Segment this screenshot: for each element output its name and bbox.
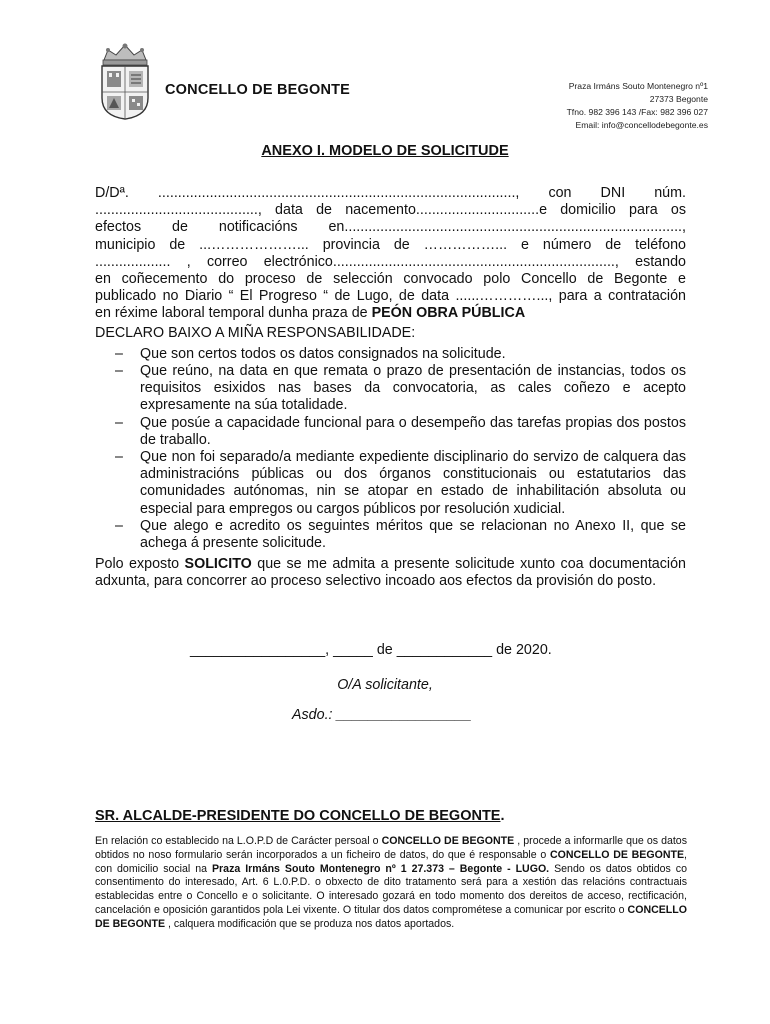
email-line: Email: info@concellodebegonte.es: [575, 120, 708, 130]
intro-line-6: en coñecemento do proceso de selección convocado polo Concello de Begonte e: [95, 270, 686, 287]
job-title: PEÓN OBRA PÚBLICA: [371, 305, 526, 322]
requirements-list: [95, 346, 686, 552]
date-line: _________________, _____ de ____________ de 2020.: [190, 642, 552, 658]
municipal-coat-of-arms-icon: [96, 42, 154, 120]
intro-line-7: publicado no Diario “ El Progreso “ de Lugo, de data ......…………..., para a contratación: [95, 288, 686, 305]
list-item: – Que reúno, na data en que remata o prazo de presentación de instancias, todos os requisitos esixidos nas bases da convocatoria, as cales coñezo e acepto expresamente na súa totalidade.: [115, 362, 686, 414]
signer-role: O/A solicitante,: [337, 677, 433, 693]
declaration-heading: DECLARO BAIXO A MIÑA RESPONSABILIDADE:: [95, 324, 416, 341]
privacy-notice: En relación co establecido na L.O.P.D de Carácter persoal o CONCELLO DE BEGONTE , procede a informarlle que os datos obtidos no noso formulario serán incorporados a un ficheiro de datos, do que é responsable o CONCELLO DE BEGONTE, con domicilio social na Praza Irmáns Souto Montenegro nº 1 27.373 – Begonte - LUGO. Sendo os datos obtidos co consentimento do interesado, Art. 6 L.0.P.D. o obxecto de dito tratamento será para a xestión das relacións contractuais establecidas entre o Concello e o solicitante. O interesado gozará en todo momento dos dereitos de acceso, rectificación, cancelación e oposición garantidos pola Lei vixente. O titular dos datos comprométese a comunicar por escrito o CONCELLO DE BEGONTE , calquera modificación que se produza nos datos aportados.: [95, 835, 687, 930]
request-paragraph: Polo exposto SOLICITO que se me admita a presente solicitude xunto coa documentación adxunta, para concorrer ao proceso selectivo incoado aos efectos da provisión do posto.: [95, 556, 686, 590]
intro-line-8: en réxime laboral temporal dunha praza de PEÓN OBRA PÚBLICA: [95, 305, 526, 322]
org-name: CONCELLO DE BEGONTE: [165, 82, 351, 98]
list-item: – Que son certos todos os datos consignados na solicitude.: [115, 345, 506, 362]
intro-line-2: ........................................., data de nacemento...............................e domicilio para os: [95, 202, 686, 219]
intro-line-3: efectos de notificacións en.....................................................................................,: [95, 219, 686, 236]
form-body: [95, 185, 686, 591]
intro-line-4: municipio de ...………………... provincia de ……………... e número de teléfono: [95, 236, 686, 253]
intro-line-5: ................... , correo electrónico......................................................................., estando: [95, 253, 686, 270]
recipient-heading: SR. ALCALDE-PRESIDENTE DO CONCELLO DE BEGONTE.: [95, 808, 505, 824]
signature-line: Asdo.: _________________: [292, 707, 472, 723]
annex-title: ANEXO I. MODELO DE SOLICITUDE: [261, 143, 509, 159]
phone-line: Tfno. 982 396 143 /Fax: 982 396 027: [566, 107, 708, 117]
address-line: Praza Irmáns Souto Montenegro nº1: [568, 81, 708, 91]
applicant-details: [95, 185, 686, 323]
contact-block: [468, 80, 708, 132]
intro-line-1: D/Dª. .........................................................................................., con DNI núm.: [95, 185, 686, 201]
list-item: – Que alego e acredito os seguintes méritos que se relacionan no Anexo II, que se achega á presente solicitude.: [115, 517, 686, 551]
postal-line: 27373 Begonte: [649, 94, 708, 104]
list-item: – Que non foi separado/a mediante expediente disciplinario do servizo de calquera das administracións públicas ou dos órganos constitucionais ou estatutarios das comunidades autónomas, nin se atopar en estado de inhabilitación absoluta ou especial para empregos ou cargos públicos por resolución xudicial.: [115, 448, 686, 517]
list-item: – Que posúe a capacidade funcional para o desempeño das tarefas propias dos postos de traballo.: [115, 414, 686, 448]
